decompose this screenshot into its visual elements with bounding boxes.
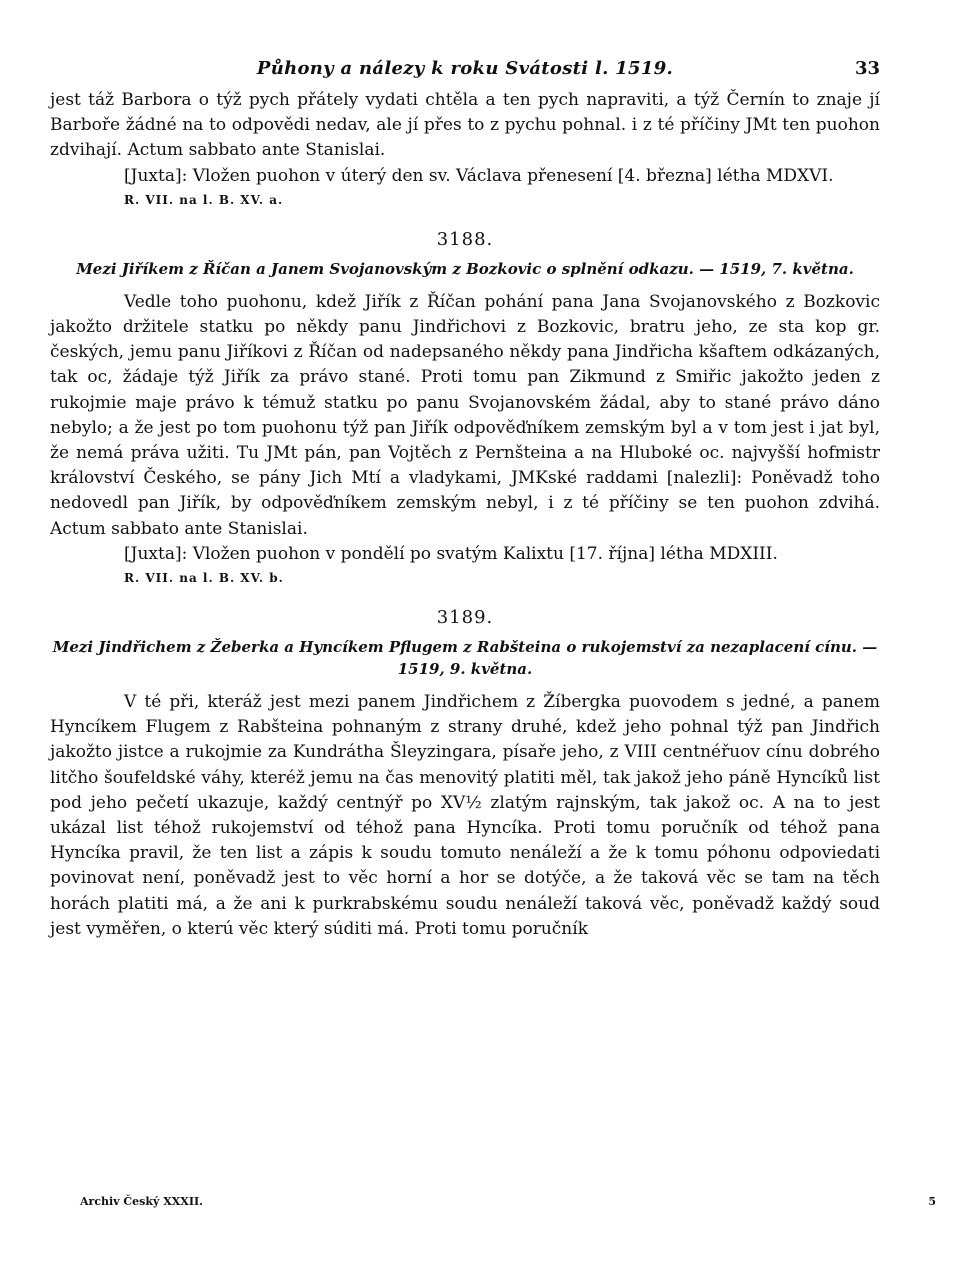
entry-juxta-note-3188: [Juxta]: Vložen puohon v pondělí po svatým Kalixtu [17. října] létha MDXIII. [124, 543, 778, 564]
page-number: 33 [854, 58, 880, 79]
entry-body-3189: V té při, kteráž jest mezi panem Jindřichem z Žíbergka puovodem s jedné, a panem Hyncíkem Flugem z Rabšteina pohnaným z strany druhé, kdež jeho pohnal týž pan Jindřich jakožto jistce a rukojmie za Kundrátha Šleyzingara, písaře jeho, z VIII centnéřuov cínu dobrého litčho šoufeldské váhy, kteréž jemu na čas menovitý platiti měl, tak jakož jeho páně Hyncíků list pod jeho pečetí ukazuje, každý centnýř po XV½ zlatým rajnským, tak jakož oc. A na to jest ukázal list téhož rukojemství od téhož pana Hyncíka. Proti tomu poručník od téhož pana Hyncíka pravil, že ten list a zápis k soudu tomuto nenáleží a že k tomu póhonu odpoviedati povinovat není, poněvadž jest to věc horní a hor se dotýče, a že taková věc se tam na těch horách platiti má, a že ani k purkrabskému soudu nenáleží taková věc, poněvadž každý soud jest vyměřen, o kterú věc který súditi má. Proti tomu poručník [50, 692, 880, 939]
running-header [50, 58, 880, 88]
footer-signature: 5 [928, 1195, 936, 1208]
entry-body-3188: Vedle toho puohonu, kdež Jiřík z Říčan pohání pana Jana Svojanovského z Bozkovic jakožto držitele statku po někdy panu Jindřichovi z Bozkovic, bratru jeho, ze sta kop gr. českých, jemu panu Jiříkovi z Říčan od nadepsaného někdy pana Jindřicha kšaftem odkázaných, tak oc, žádaje týž Jiřík za právo stané. Proti tomu pan Zikmund z Smiřic jakožto jeden z rukojmie maje právo k témuž statku po panu Svojanovském žádal, aby to stané právo dáno nebylo; a že jest po tom puohonu týž pan Jiřík odpověďníkem zemským byl a v tom jest i jat byl, že nemá práva užiti. Tu JMt pán, pan Vojtěch z Pernšteina a na Hluboké oc. najvyšší hofmistr království Českého, se pány Jich Mtí a vladykami, JMKské raddami [nalezli]: Poněvadž toho nedovedl pan Jiřík, by odpověďníkem zemským nebyl, i z té příčiny se ten puohon zdvihá. Actum sabbato ante Stanislai. [50, 291, 880, 539]
entry-regest-3188: Mezi Jiříkem z Říčan a Janem Svojanovským z Bozkovic o splnění odkazu. — 1519, 7. května. [76, 259, 854, 278]
entry-number-3188: 3188. [436, 228, 494, 250]
intro-juxta-note: [Juxta]: Vložen puohon v úterý den sv. Václava přenesení [4. března] létha MDXVI. [124, 165, 834, 186]
intro-paragraph: jest táž Barbora o týž pych přátely vydati chtěla a ten pych napraviti, a týž Černín to znaje jí Barboře žádné na to odpovědi nedav, ale jí přes to z pychu pohnal. i z té příčiny JMt ten puohon zdvihají. Actum sabbato ante Stanislai. [50, 90, 880, 161]
footer-volume: Archiv Český XXXII. [80, 1195, 203, 1208]
document-page [50, 58, 880, 942]
intro-register-ref: R. VII. na l. B. XV. a. [124, 192, 284, 207]
entry-number-3189: 3189. [436, 607, 494, 629]
running-title: Půhony a nálezy k roku Svátosti l. 1519. [256, 58, 674, 79]
entry-register-ref-3188: R. VII. na l. B. XV. b. [124, 571, 284, 586]
entry-regest-3189: Mezi Jindřichem z Žeberka a Hyncíkem Pflugem z Rabšteina o rukojemství za nezaplacení cínu. — 1519, 9. května. [52, 638, 878, 679]
